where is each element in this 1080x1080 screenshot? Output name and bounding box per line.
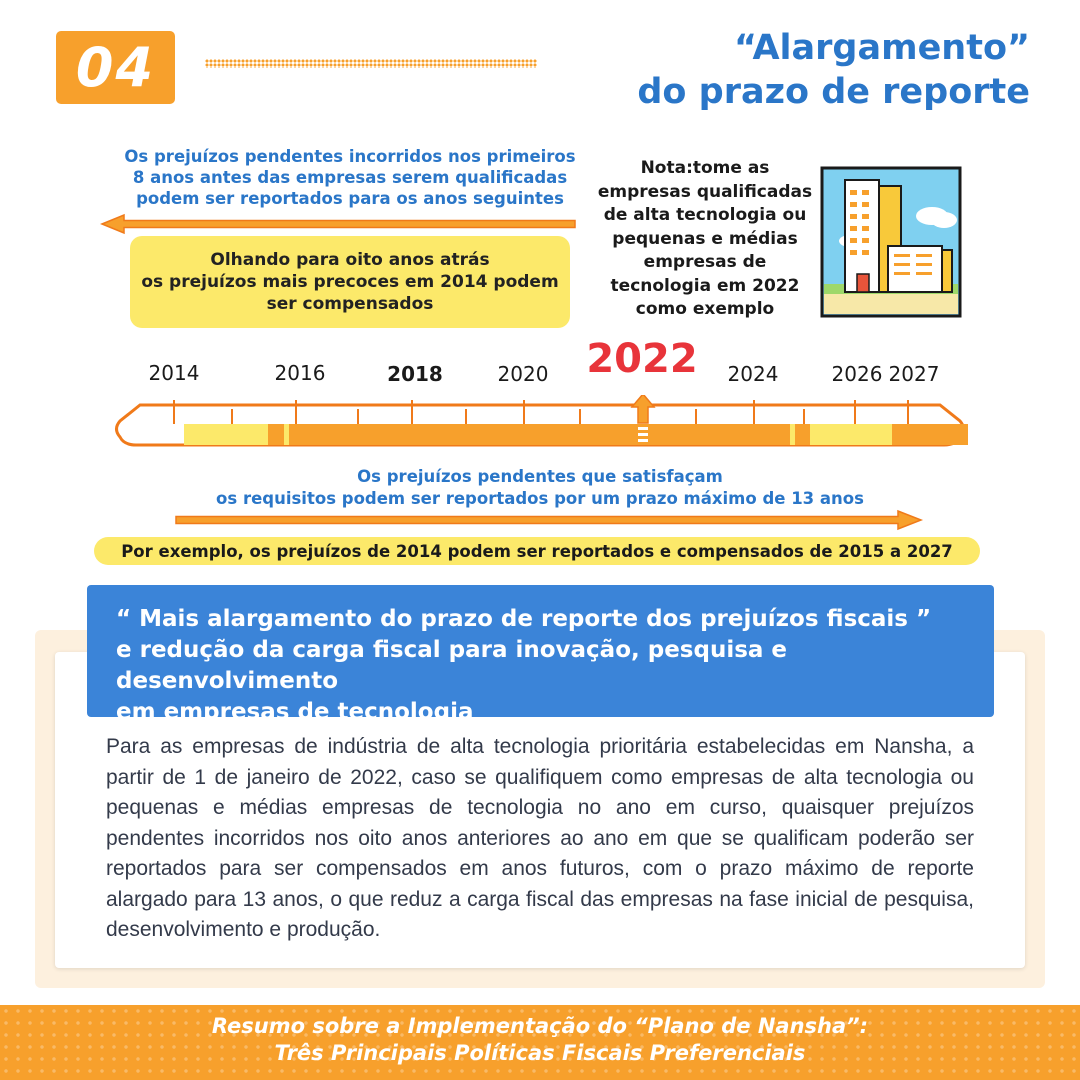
policy-heading-line-2: e redução da carga fiscal para inovação, pesquisa e desenvolvimento — [116, 637, 788, 694]
footer-title — [0, 1013, 1080, 1067]
header-dotted-line — [205, 59, 537, 68]
example-note — [590, 157, 820, 322]
policy-heading-line-1: “ Mais alargamento do prazo de reporte dos prejuízos fiscais ” — [116, 606, 932, 632]
policy-body-text: Para as empresas de indústria de alta tecnologia prioritária estabelecidas em Nansha, a partir de 1 de janeiro de 2022, caso se qualifiquem como empresas de alta tecnologia ou pequenas e médias empresas de tecnologia no ano em curso, quaisquer prejuízos pendentes incorridos nos oito anos anteriores ao ano em que se qualificam poderão ser reportados para ser compensados em anos futuros, com o prazo máximo de reporte alargado para 13 anos, o que reduz a carga fiscal das empresas na fase inicial de pesquisa, desenvolvimento e produção. — [106, 735, 974, 941]
page-title — [510, 26, 1030, 114]
policy-heading — [116, 604, 986, 728]
example-banner: Por exemplo, os prejuízos de 2014 podem ser reportados e compensados de 2015 a 2027 — [94, 537, 980, 565]
section-number: 04 — [75, 36, 156, 99]
note-line-1: Nota:tome as — [640, 158, 770, 178]
note-line-2: empresas qualificadas — [597, 181, 813, 202]
year-label-2016: 2016 — [274, 361, 326, 385]
note-line-4: pequenas e médias — [612, 228, 798, 249]
highlight-line-3: ser compensados — [266, 294, 434, 314]
footer-line-2: Três Principais Políticas Fiscais Preferenciais — [274, 1041, 806, 1065]
year-label-2018: 2018 — [387, 362, 443, 386]
title-line-1: “Alargamento” — [733, 28, 1030, 68]
note-line-7: como exemplo — [635, 299, 775, 319]
highlight-line-2: os prejuízos mais precoces em 2014 podem — [141, 272, 559, 292]
title-line-2: do prazo de reporte — [637, 72, 1030, 112]
note-line-5: empresas de — [643, 252, 767, 272]
carry-forward-line-1: Os prejuízos pendentes que satisfaçam — [357, 467, 723, 486]
year-label-2014: 2014 — [148, 361, 200, 385]
explanation-line-1: Os prejuízos pendentes incorridos nos primeiros — [124, 147, 576, 166]
lookback-highlight-box — [130, 236, 570, 328]
year-label-2026: 2026 — [831, 362, 883, 386]
left-arrow-icon — [100, 212, 580, 236]
carry-back-explanation — [100, 146, 600, 209]
footer-line-1: Resumo sobre a Implementação do “Plano de Nansha”: — [211, 1014, 869, 1038]
year-label-2022-highlight: 2022 — [586, 336, 698, 382]
building-illustration-icon — [820, 166, 962, 318]
note-line-6: tecnologia em 2022 — [610, 275, 800, 296]
year-label-2020: 2020 — [497, 362, 549, 386]
highlight-line-1: Olhando para oito anos atrás — [210, 250, 490, 270]
timeline-bar — [110, 395, 970, 455]
policy-heading-line-3: em empresas de tecnologia — [116, 699, 474, 725]
note-line-3: de alta tecnologia ou — [603, 205, 807, 225]
year-label-2024: 2024 — [727, 362, 779, 386]
right-arrow-icon — [174, 508, 924, 532]
section-number-badge — [56, 31, 175, 104]
explanation-line-3: podem ser reportados para os anos seguintes — [136, 189, 564, 208]
year-label-2027: 2027 — [888, 362, 940, 386]
carry-forward-explanation — [140, 466, 940, 510]
explanation-line-2: 8 anos antes das empresas serem qualificadas — [132, 168, 568, 187]
carry-forward-line-2: os requisitos podem ser reportados por um prazo máximo de 13 anos — [216, 489, 864, 508]
